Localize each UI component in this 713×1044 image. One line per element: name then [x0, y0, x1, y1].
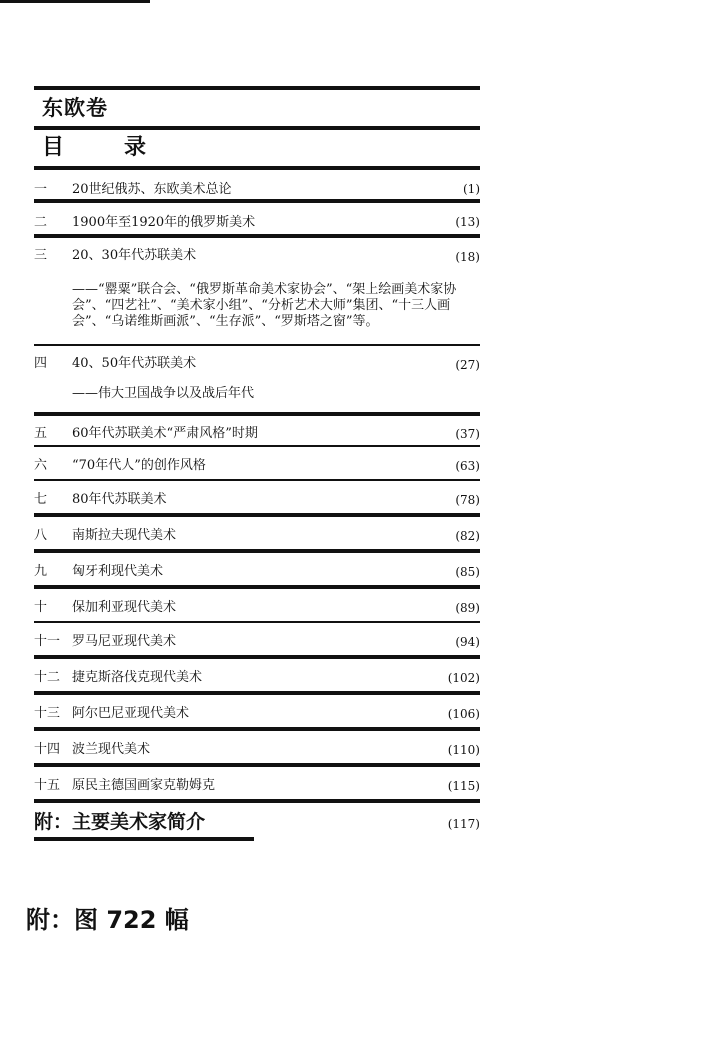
appendix-title: 附：主要美术家简介: [34, 811, 206, 833]
entry-title: “70年代人”的创作风格: [72, 458, 206, 473]
volume-title: 东欧卷: [42, 96, 108, 120]
entry-number: 十三: [34, 706, 61, 721]
entry-page: (27): [455, 358, 480, 372]
entry-title: 20、30年代苏联美术: [72, 248, 197, 263]
entry-title: 罗马尼亚现代美术: [72, 634, 177, 649]
entry-title: 波兰现代美术: [72, 742, 151, 757]
entry-number: 七: [34, 492, 48, 507]
entry-number: 十一: [34, 634, 61, 649]
entry-title: 原民主德国画家克勒姆克: [72, 778, 216, 793]
toc-entry: [34, 447, 480, 479]
entry-page: (85): [455, 565, 480, 579]
rule: [34, 837, 254, 841]
entry-number: 十: [34, 600, 48, 615]
toc-entry: [34, 481, 480, 513]
toc-entry: [34, 346, 480, 412]
entry-page: (13): [455, 215, 480, 229]
entry-number: 八: [34, 528, 48, 543]
entry-title: 捷克斯洛伐克现代美术: [72, 670, 203, 685]
table-of-contents: [34, 86, 480, 841]
entry-page: (102): [447, 671, 480, 685]
toc-entry: [34, 695, 480, 727]
entry-title: 保加利亚现代美术: [72, 600, 177, 615]
entry-page: (1): [463, 182, 480, 196]
entry-number: 十四: [34, 742, 61, 757]
toc-entry: [34, 517, 480, 549]
toc-entry: [34, 589, 480, 621]
entry-number: 十二: [34, 670, 61, 685]
contents-heading-char-2: 录: [124, 135, 149, 160]
entry-page: (110): [447, 743, 480, 757]
entry-page: (106): [447, 707, 480, 721]
entry-page: (78): [455, 493, 480, 507]
entry-title: 20世纪俄苏、东欧美术总论: [72, 182, 232, 197]
toc-entry: [34, 553, 480, 585]
toc-entry: [34, 170, 480, 199]
toc-appendix: [34, 803, 480, 837]
contents-heading-char-1: 目: [42, 135, 67, 160]
entry-title: 阿尔巴尼亚现代美术: [72, 706, 190, 721]
entry-subtitle: ——“罂粟”联合会、“俄罗斯革命美术家协会”、“架上绘画美术家协会”、“四艺社”、“美术家小组”、“分析艺术大师”集团、“十三人画会”、“乌诺维斯画派”、“生存派”、“罗斯塔之窗”等。: [72, 282, 457, 329]
entry-number: 六: [34, 458, 48, 473]
entry-page: (37): [455, 427, 480, 441]
entry-number: 一: [34, 182, 48, 197]
toc-entry: [34, 203, 480, 234]
entry-title: 80年代苏联美术: [72, 492, 167, 507]
top-edge-line: [0, 0, 150, 3]
toc-entry: [34, 623, 480, 655]
entry-number: 二: [34, 215, 48, 230]
entry-title: 1900年至1920年的俄罗斯美术: [72, 215, 256, 230]
toc-entry: [34, 731, 480, 763]
entry-number: 五: [34, 426, 48, 441]
entry-title: 60年代苏联美术“严肃风格”时期: [72, 426, 258, 441]
toc-entry: [34, 767, 480, 799]
entry-title: 40、50年代苏联美术: [72, 356, 197, 371]
entry-title: 匈牙利现代美术: [72, 564, 164, 579]
entry-number: 九: [34, 564, 48, 579]
entry-page: (63): [455, 459, 480, 473]
entry-page: (115): [447, 779, 480, 793]
entry-title: 南斯拉夫现代美术: [72, 528, 177, 543]
appendix-page: (117): [447, 817, 480, 831]
toc-entry: [34, 238, 480, 344]
entry-page: (18): [455, 250, 480, 264]
figures-note: 附：图 722 幅: [26, 906, 189, 934]
toc-entry: [34, 659, 480, 691]
toc-entry: [34, 416, 480, 445]
entry-number: 三: [34, 248, 48, 263]
entry-number: 四: [34, 356, 48, 371]
entry-page: (89): [455, 601, 480, 615]
entry-page: (94): [455, 635, 480, 649]
entry-page: (82): [455, 529, 480, 543]
entry-number: 十五: [34, 778, 61, 793]
entry-subtitle: ——伟大卫国战争以及战后年代: [72, 386, 255, 401]
contents-heading: [34, 130, 480, 166]
